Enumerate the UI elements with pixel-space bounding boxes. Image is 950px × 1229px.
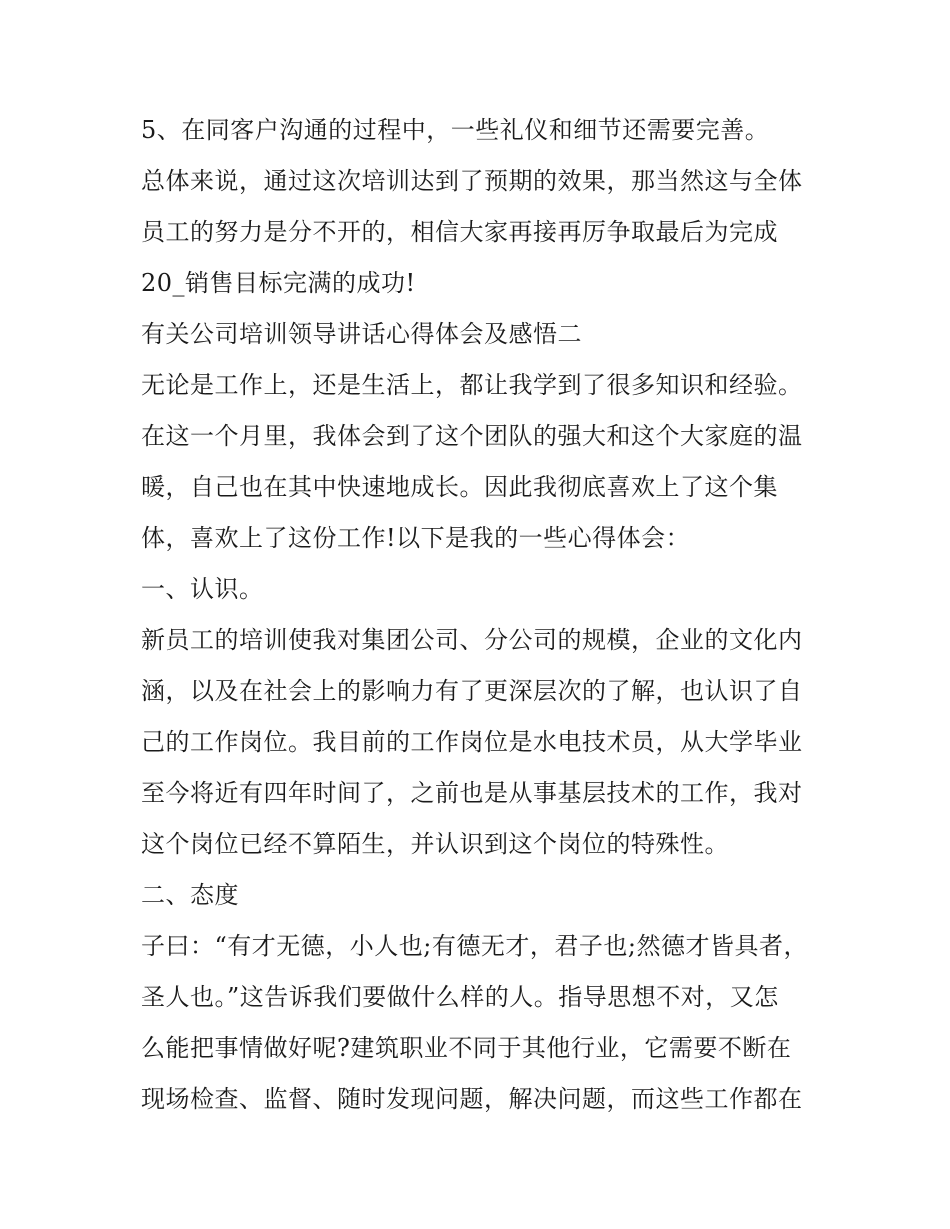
text-line: 5、在同客户沟通的过程中，一些礼仪和细节还需要完善。 <box>141 116 770 144</box>
text-line: 新员工的培训使我对集团公司、分公司的规模，企业的文化内 <box>141 626 803 654</box>
subheading: 一、认识。 <box>141 575 264 603</box>
text-line: 现场检查、监督、随时发现问题，解决问题，而这些工作都在 <box>141 1085 803 1113</box>
text-line: 体，喜欢上了这份工作!以下是我的一些心得体会： <box>141 524 691 552</box>
text-line: 总体来说，通过这次培训达到了预期的效果，那当然这与全体 <box>141 167 803 195</box>
text-line: 涵，以及在社会上的影响力有了更深层次的了解，也认识了自 <box>141 677 803 705</box>
text-line: 20_销售目标完满的成功! <box>141 269 416 297</box>
text-line: 在这一个月里，我体会到了这个团队的强大和这个大家庭的温 <box>141 422 803 450</box>
text-line: 暖，自己也在其中快速地成长。因此我彻底喜欢上了这个集 <box>141 473 778 501</box>
text-line: 己的工作岗位。我目前的工作岗位是水电技术员，从大学毕业 <box>141 728 803 756</box>
section-heading: 有关公司培训领导讲话心得体会及感悟二 <box>141 320 582 348</box>
text-line: 员工的努力是分不开的，相信大家再接再厉争取最后为完成 <box>141 218 778 246</box>
text-line: 子曰：“有才无德，小人也;有德无才，君子也;然德才皆具者， <box>141 932 808 960</box>
text-line: 这个岗位已经不算陌生，并认识到这个岗位的特殊性。 <box>141 830 729 858</box>
subheading: 二、态度 <box>141 881 239 909</box>
text-line: 么能把事情做好呢?建筑职业不同于其他行业，它需要不断在 <box>141 1034 792 1062</box>
text-line: 无论是工作上，还是生活上，都让我学到了很多知识和经验。 <box>141 371 803 399</box>
text-line: 圣人也。”这告诉我们要做什么样的人。指导思想不对，又怎 <box>141 983 779 1011</box>
text-line: 至今将近有四年时间了，之前也是从事基层技术的工作，我对 <box>141 779 803 807</box>
